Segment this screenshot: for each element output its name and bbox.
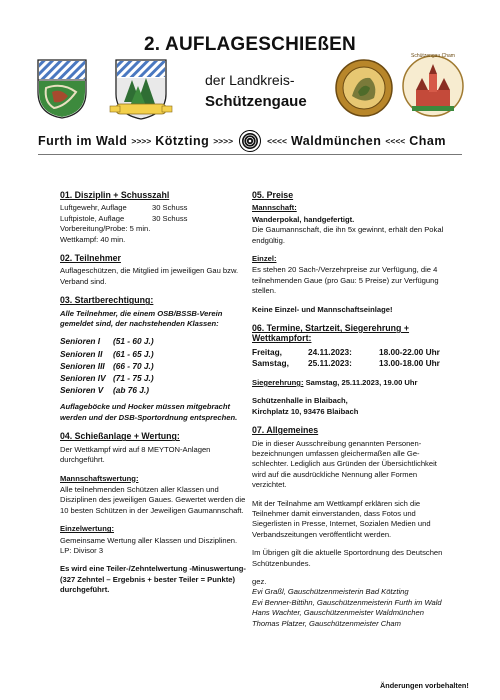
route-arrow: >>>> xyxy=(131,136,152,146)
time: 13.00-18.00 Uhr xyxy=(379,358,440,369)
signed-label: gez. xyxy=(252,576,267,586)
section-heading: 07. Allgemeines xyxy=(252,425,319,436)
general-paragraph: Die in dieser Ausschreibung genannten Personen-bezeichnungen umfassen gleichermaßen alle Ge-schlechter. Lediglich aus Gründen der Übersichtlichkeit wird auf die ausdrückliche Nennung aller Formen verzichtet. xyxy=(252,438,437,490)
signatory: Evi Graßl, Gauschützenmeisterin Bad Kötzting xyxy=(252,587,409,597)
class-age: (61 - 65 J.) xyxy=(113,348,154,359)
divisor-text: LP: Divisor 3 xyxy=(60,545,104,555)
eligibility-intro: Alle Teilnehmer, die einem OSB/BSSB-Verein gemeldet sind, der nachstehenden Klassen: xyxy=(60,308,223,329)
venue-line2: Kirchplatz 10, 93476 Blaibach xyxy=(252,406,359,416)
general-paragraph: Mit der Teilnahme am Wettkampf erklären sich die Teilnehmer damit einverstanden, dass Fotos und Siegerlisten in Presse, Internet, Sozialen Medien und Verbandszeitungen veröffentlicht werden. xyxy=(252,498,431,539)
gau-seal-badge-icon xyxy=(334,58,394,123)
class-row xyxy=(60,335,248,347)
subsection-heading: Mannschaft: xyxy=(252,203,297,213)
target-icon xyxy=(239,130,261,152)
class-row xyxy=(60,348,248,360)
date: 25.11.2023: xyxy=(308,358,352,369)
route-arrow: >>>> xyxy=(213,136,234,146)
route-banner xyxy=(38,130,463,152)
left-column xyxy=(60,190,248,596)
team-scoring-text: Alle teilnehmenden Schützen aller Klassen und Disziplinen des jeweiligen Gaues. Gewertet werden die 10 besten Schützen in der Jeweiligen Gaumannschaft. xyxy=(60,484,246,515)
route-waldmuenchen: Waldmünchen xyxy=(290,134,382,148)
class-age: (71 - 75 J.) xyxy=(113,373,154,384)
range-text: Der Wettkampf wird auf 8 MEYTON-Anlagen durchgeführt. xyxy=(60,444,211,465)
section-heading: 01. Disziplin + Schusszahl xyxy=(60,190,170,200)
section-heading: 04. Schießanlage + Wertung: xyxy=(60,431,180,442)
route-cham: Cham xyxy=(409,134,446,148)
no-entry-fee-note: Keine Einzel- und Mannschaftseinlage! xyxy=(252,304,393,314)
class-name: Senioren I xyxy=(60,336,101,347)
class-name: Senioren II xyxy=(60,348,103,359)
venue-line1: Schützenhalle in Blaibach, xyxy=(252,396,348,406)
section-heading: 03. Startberechtigung: xyxy=(60,295,154,306)
coat-of-arms-landkreis-icon xyxy=(36,58,88,125)
route-divider xyxy=(38,154,462,155)
pine-trees-gau-badge-icon xyxy=(108,56,174,127)
section-heading: 06. Termine, Startzeit, Siegerehrung + Wettkampfort: xyxy=(252,323,410,344)
class-age: (66 - 70 J.) xyxy=(113,360,154,371)
section-heading: 05. Preise xyxy=(252,190,294,200)
date-row xyxy=(252,358,452,370)
signatory: Evi Benner-Bittihn, Gauschützenmeisterin Furth im Wald xyxy=(252,597,442,607)
weekday: Freitag, xyxy=(252,346,282,357)
route-arrow: <<<< xyxy=(267,136,287,146)
class-name: Senioren III xyxy=(60,360,105,371)
changes-reserved-note: Änderungen vorbehalten! xyxy=(380,681,469,690)
teiler-note: Es wird eine Teiler-/Zehntelwertung -Minuswertung- (327 Zehntel – Ergebnis + bester Teiler = Punkte) durchgeführt. xyxy=(60,564,246,595)
date-row xyxy=(252,347,452,359)
subsection-heading: Einzel: xyxy=(252,254,277,264)
award-ceremony xyxy=(252,378,452,388)
right-column xyxy=(252,190,452,629)
discipline-row xyxy=(60,203,248,213)
subtitle-line2: Schützengaue xyxy=(205,93,307,110)
individual-scoring-text: Gemeinsame Wertung aller Klassen und Disziplinen. xyxy=(60,535,238,545)
class-age: (ab 76 J.) xyxy=(113,385,149,396)
trophy-text: Wanderpokal, handgefertigt. xyxy=(252,214,355,224)
class-age: (51 - 60 J.) xyxy=(113,336,154,347)
route-koetzting: Kötzting xyxy=(155,134,210,148)
equipment-note: Auflageböcke und Hocker müssen mitgebracht werden und der DSB-Sportordnung entsprechen. xyxy=(60,402,238,422)
signatory: Thomas Platzer, Gauschützenmeister Cham xyxy=(252,618,401,628)
class-name: Senioren V xyxy=(60,385,104,396)
class-name: Senioren IV xyxy=(60,373,106,384)
discipline-name: Luftgewehr, Auflage xyxy=(60,203,127,213)
subsection-heading: Einzelwertung: xyxy=(60,524,115,534)
award-ceremony-date: Samstag, 25.11.2023, 19.00 Uhr xyxy=(305,377,418,387)
award-ceremony-label: Siegerehrung: xyxy=(252,377,304,387)
class-row xyxy=(60,372,248,384)
discipline-row xyxy=(60,214,248,224)
shot-count: 30 Schuss xyxy=(152,213,188,223)
gau-castle-badge-icon xyxy=(400,50,466,125)
section-heading: 02. Teilnehmer xyxy=(60,253,121,264)
discipline-name: Luftpistole, Auflage xyxy=(60,213,125,223)
prep-time: Vorbereitung/Probe: 5 min. xyxy=(60,224,151,234)
route-furth: Furth im Wald xyxy=(38,134,128,148)
subtitle-line1: der Landkreis- xyxy=(205,72,295,88)
route-arrow: <<<< xyxy=(385,136,406,146)
logo-text: Schützengau Cham xyxy=(411,53,455,59)
shot-count: 30 Schuss xyxy=(152,203,188,213)
competition-time: Wettkampf: 40 min. xyxy=(60,234,126,244)
trophy-rule: Die Gaumannschaft, die ihn 5x gewinnt, erhält den Pokal endgültig. xyxy=(252,225,444,245)
class-row xyxy=(60,384,248,396)
signatory: Hans Wachter, Gauschützenmeister Waldmünchen xyxy=(252,608,424,618)
time: 18.00-22.00 Uhr xyxy=(379,346,440,357)
class-row xyxy=(60,360,248,372)
individual-prizes-text: Es stehen 20 Sach-/Verzehrpreise zur Verfügung, die 4 teilnehmenden Gaue (pro Gau: 5 Preise) zur Verfügung stellen. xyxy=(252,265,439,296)
date: 24.11.2023: xyxy=(308,346,352,357)
participants-text: Auflageschützen, die Mitglied im jeweiligen Gau bzw. Verband sind. xyxy=(60,266,239,286)
general-paragraph: Im Übrigen gilt die aktuelle Sportordnung des Deutschen Schützenbundes. xyxy=(252,548,443,568)
weekday: Samstag, xyxy=(252,358,289,369)
page-title: 2. AUFLAGESCHIEßEN xyxy=(144,34,356,55)
subsection-heading: Mannschaftswertung: xyxy=(60,473,139,483)
